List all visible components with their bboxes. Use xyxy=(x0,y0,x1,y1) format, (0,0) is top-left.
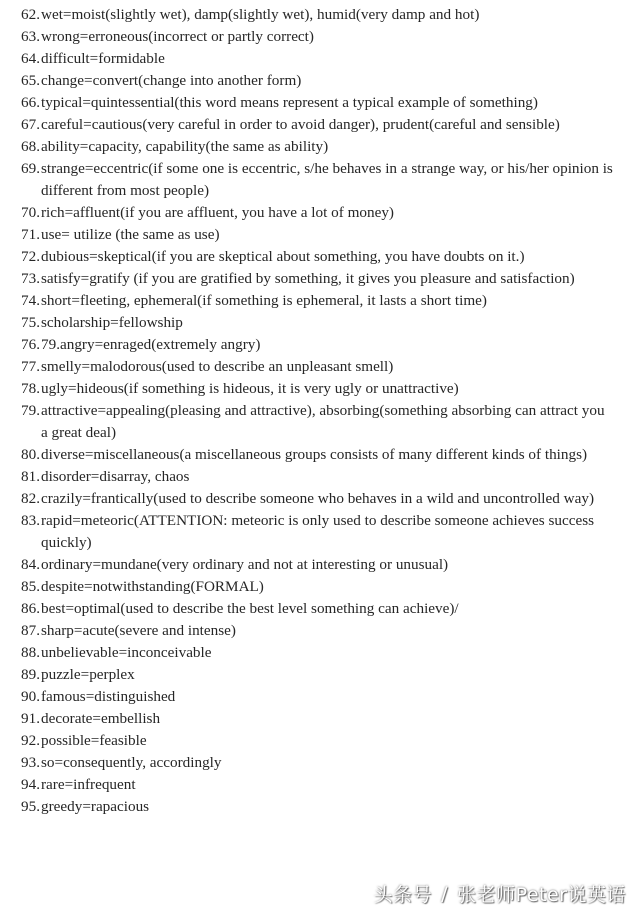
item-number: 89. xyxy=(21,666,40,683)
list-item xyxy=(0,334,640,356)
item-text: rapid=meteoric(ATTENTION: meteoric is only used to describe someone achieves success quickly) xyxy=(41,512,595,551)
list-item xyxy=(0,4,640,26)
item-text: attractive=appealing(pleasing and attractive), absorbing(something absorbing can attract you a great deal) xyxy=(41,402,605,441)
item-text: short=fleeting, ephemeral(if something is ephemeral, it lasts a short time) xyxy=(41,292,487,309)
list-item xyxy=(0,488,640,510)
item-text: greedy=rapacious xyxy=(41,798,150,815)
item-text: despite=notwithstanding(FORMAL) xyxy=(41,578,264,595)
item-number: 70. xyxy=(21,204,40,221)
list-item xyxy=(0,224,640,246)
item-text: satisfy=gratify (if you are gratified by something, it gives you pleasure and satisfaction) xyxy=(41,270,575,287)
list-item xyxy=(0,312,640,334)
list-item xyxy=(0,752,640,774)
list-item xyxy=(0,158,640,202)
item-text: crazily=frantically(used to describe someone who behaves in a wild and uncontrolled way) xyxy=(41,490,595,507)
item-number: 88. xyxy=(21,644,40,661)
item-text: so=consequently, accordingly xyxy=(41,754,222,771)
item-number: 94. xyxy=(21,776,40,793)
list-item xyxy=(0,114,640,136)
list-item xyxy=(0,268,640,290)
watermark xyxy=(374,880,626,907)
item-text: rare=infrequent xyxy=(41,776,136,793)
list-item xyxy=(0,290,640,312)
list-item xyxy=(0,70,640,92)
item-text: puzzle=perplex xyxy=(41,666,135,683)
list-item xyxy=(0,620,640,642)
item-text: change=convert(change into another form) xyxy=(41,72,302,89)
item-number: 63. xyxy=(21,28,40,45)
list-item xyxy=(0,554,640,576)
item-number: 86. xyxy=(21,600,40,617)
item-text: careful=cautious(very careful in order to avoid danger), prudent(careful and sensible) xyxy=(41,116,560,133)
item-text: typical=quintessential(this word means represent a typical example of something) xyxy=(41,94,538,111)
list-item xyxy=(0,730,640,752)
item-text: famous=distinguished xyxy=(41,688,176,705)
item-text: scholarship=fellowship xyxy=(41,314,183,331)
item-text: best=optimal(used to describe the best level something can achieve)/ xyxy=(41,600,459,617)
item-number: 73. xyxy=(21,270,40,287)
item-number: 92. xyxy=(21,732,40,749)
list-item xyxy=(0,92,640,114)
watermark-platform: 头条号 xyxy=(373,884,433,906)
item-number: 74. xyxy=(21,292,40,309)
item-number: 77. xyxy=(21,358,40,375)
list-item xyxy=(0,246,640,268)
item-number: 90. xyxy=(21,688,40,705)
item-number: 65. xyxy=(21,72,40,89)
item-text: wet=moist(slightly wet), damp(slightly wet), humid(very damp and hot) xyxy=(41,6,480,23)
item-number: 76. xyxy=(21,336,40,353)
item-text: use= utilize (the same as use) xyxy=(41,226,220,243)
item-text: ability=capacity, capability(the same as ability) xyxy=(41,138,329,155)
item-text: dubious=skeptical(if you are skeptical about something, you have doubts on it.) xyxy=(41,248,525,265)
list-item xyxy=(0,356,640,378)
list-item xyxy=(0,378,640,400)
vocabulary-list xyxy=(0,4,640,818)
item-number: 75. xyxy=(21,314,40,331)
item-number: 72. xyxy=(21,248,40,265)
item-text: difficult=formidable xyxy=(41,50,165,67)
item-number: 69. xyxy=(21,160,40,177)
item-number: 85. xyxy=(21,578,40,595)
item-number: 71. xyxy=(21,226,40,243)
item-number: 87. xyxy=(21,622,40,639)
item-number: 81. xyxy=(21,468,40,485)
item-text: smelly=malodorous(used to describe an unpleasant smell) xyxy=(41,358,394,375)
watermark-separator: / xyxy=(441,882,449,905)
list-item xyxy=(0,774,640,796)
item-text: wrong=erroneous(incorrect or partly correct) xyxy=(41,28,314,45)
item-number: 66. xyxy=(21,94,40,111)
item-text: ordinary=mundane(very ordinary and not at interesting or unusual) xyxy=(41,556,449,573)
list-item xyxy=(0,136,640,158)
list-item xyxy=(0,576,640,598)
list-item xyxy=(0,664,640,686)
watermark-author: 张老师Peter说英语 xyxy=(457,884,626,906)
item-text: decorate=embellish xyxy=(41,710,161,727)
item-text: strange=eccentric(if some one is eccentric, s/he behaves in a strange way, or his/her opinion is different from most people) xyxy=(41,160,613,199)
item-number: 84. xyxy=(21,556,40,573)
item-number: 80. xyxy=(21,446,40,463)
item-number: 83. xyxy=(21,512,40,529)
item-text: sharp=acute(severe and intense) xyxy=(41,622,236,639)
item-number: 78. xyxy=(21,380,40,397)
item-number: 95. xyxy=(21,798,40,815)
item-number: 64. xyxy=(21,50,40,67)
item-text: diverse=miscellaneous(a miscellaneous groups consists of many different kinds of things) xyxy=(41,446,588,463)
item-text: disorder=disarray, chaos xyxy=(41,468,190,485)
list-item xyxy=(0,48,640,70)
item-number: 67. xyxy=(21,116,40,133)
item-text: unbelievable=inconceivable xyxy=(41,644,212,661)
item-text: ugly=hideous(if something is hideous, it is very ugly or unattractive) xyxy=(41,380,459,397)
item-text: 79.angry=enraged(extremely angry) xyxy=(41,336,261,353)
list-item xyxy=(0,26,640,48)
item-number: 62. xyxy=(21,6,40,23)
list-item xyxy=(0,708,640,730)
item-number: 93. xyxy=(21,754,40,771)
item-text: rich=affluent(if you are affluent, you have a lot of money) xyxy=(41,204,394,221)
item-number: 79. xyxy=(21,402,40,419)
list-item xyxy=(0,510,640,554)
item-number: 68. xyxy=(21,138,40,155)
list-item xyxy=(0,686,640,708)
list-item xyxy=(0,642,640,664)
list-item xyxy=(0,466,640,488)
item-text: possible=feasible xyxy=(41,732,147,749)
list-item xyxy=(0,202,640,224)
list-item xyxy=(0,444,640,466)
list-item xyxy=(0,598,640,620)
item-number: 91. xyxy=(21,710,40,727)
item-number: 82. xyxy=(21,490,40,507)
list-item xyxy=(0,400,640,444)
list-item xyxy=(0,796,640,818)
